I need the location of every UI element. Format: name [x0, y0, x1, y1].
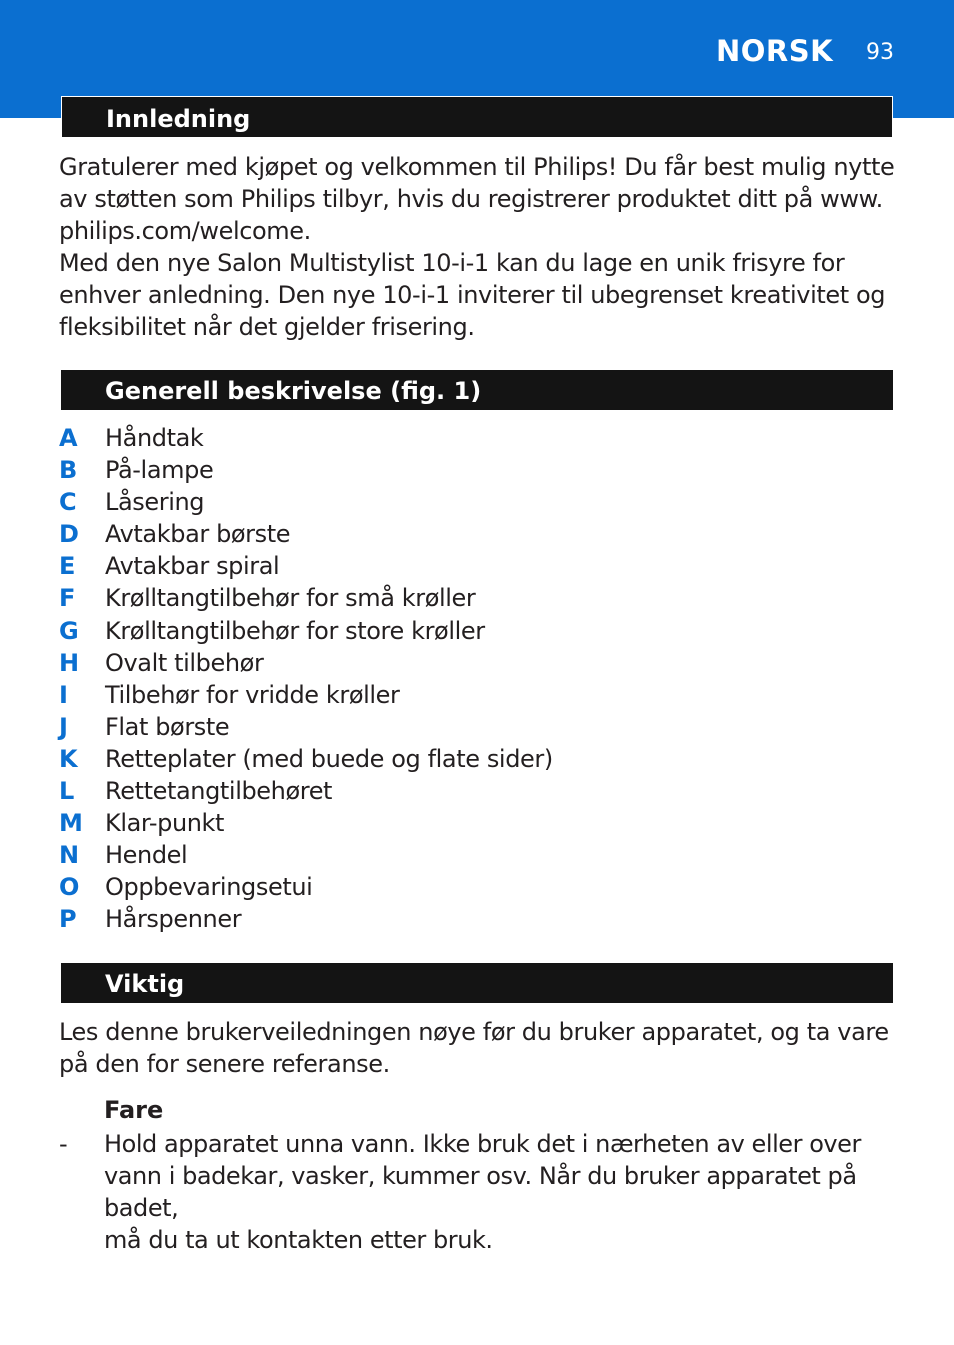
part-letter: N	[59, 841, 79, 870]
part-label: Avtakbar spiral	[105, 552, 280, 581]
part-label: Låsering	[105, 488, 205, 517]
part-item	[59, 903, 553, 935]
part-label: Flat børste	[105, 712, 230, 741]
part-item	[59, 582, 553, 614]
part-letter: O	[59, 873, 80, 902]
part-item	[59, 550, 553, 582]
part-item	[59, 839, 553, 871]
part-label: Hårspenner	[105, 905, 242, 934]
section-heading-intro: Innledning	[61, 96, 893, 138]
part-letter: A	[59, 424, 78, 452]
part-item	[59, 807, 553, 839]
part-letter: I	[59, 680, 68, 709]
part-label: Rettetangtilbehøret	[105, 777, 333, 806]
part-letter: B	[59, 456, 77, 485]
part-item	[59, 615, 553, 647]
part-label: Krølltangtilbehør for små krøller	[105, 584, 476, 613]
part-letter: H	[59, 648, 79, 677]
part-label: Håndtak	[105, 424, 204, 452]
part-label: Tilbehør for vridde krøller	[105, 680, 400, 709]
parts-list	[59, 422, 553, 936]
part-letter: F	[59, 584, 75, 613]
part-label: Krølltangtilbehør for store krøller	[105, 616, 485, 645]
part-letter: G	[59, 616, 79, 645]
part-label: Retteplater (med buede og flate sider)	[105, 744, 553, 773]
list-dash: -	[59, 1130, 68, 1158]
part-item	[59, 486, 553, 518]
danger-heading: Fare	[104, 1096, 164, 1124]
part-label: På-lampe	[105, 456, 214, 485]
part-letter: C	[59, 488, 77, 517]
part-label: Avtakbar børste	[105, 520, 291, 549]
part-label: Klar-punkt	[105, 809, 225, 838]
part-letter: L	[59, 777, 74, 806]
part-item	[59, 422, 553, 454]
part-item	[59, 679, 553, 711]
section-heading-important: Viktig	[61, 963, 893, 1003]
part-item	[59, 871, 553, 903]
part-item	[59, 454, 553, 486]
part-label: Ovalt tilbehør	[105, 648, 264, 677]
danger-warning-text: Hold apparatet unna vann. Ikke bruk det i nærheten av eller over vann i badekar, vasker, kummer osv. Når du bruker apparatet på badet, må du ta ut kontakten etter bruk.	[104, 1130, 861, 1254]
part-label: Oppbevaringsetui	[105, 873, 313, 902]
important-paragraph: Les denne brukerveiledningen nøye før du bruker apparatet, og ta vare på den for senere referanse.	[59, 1018, 889, 1078]
intro-paragraph: Gratulerer med kjøpet og velkommen til Philips! Du får best mulig nytte av støtten som Philips tilbyr, hvis du registrerer produktet ditt på www. philips.com/welcome. Med den nye Salon Multistylist 10-i-1 kan du lage en unik frisyre for enhver anledning. Den nye 10-i-1 inviterer til ubegrenset kreativitet og fleksibilitet når det gjelder frisering.	[59, 153, 895, 341]
part-letter: D	[59, 520, 79, 549]
part-letter: K	[59, 744, 78, 773]
part-item	[59, 775, 553, 807]
part-label: Hendel	[105, 841, 188, 870]
part-letter: P	[59, 905, 77, 934]
part-item	[59, 518, 553, 550]
part-item	[59, 647, 553, 679]
page-number: 93	[866, 40, 894, 65]
part-letter: E	[59, 552, 75, 581]
part-letter: J	[59, 712, 68, 741]
section-heading-general-description: Generell beskrivelse (fig. 1)	[61, 370, 893, 410]
part-letter: M	[59, 809, 83, 838]
language-title: NORSK	[716, 34, 834, 68]
part-item	[59, 711, 553, 743]
part-item	[59, 743, 553, 775]
